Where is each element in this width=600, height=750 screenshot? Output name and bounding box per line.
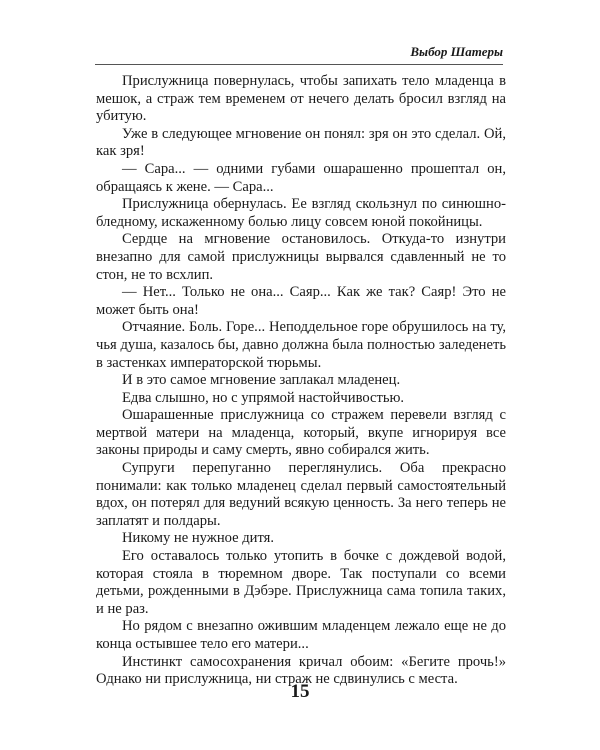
paragraph: Ошарашенные прислужница со стражем перевели взгляд с мертвой матери на младенца, который, вкупе игнорируя все законы природы и саму смерть, явно собирался жить. — [96, 407, 506, 459]
paragraph: Но рядом с внезапно ожившим младенцем лежало еще не до конца остывшее тело его матери... — [96, 618, 506, 652]
paragraph: Прислужница повернулась, чтобы запихать тело младенца в мешок, а страж тем временем от нечего делать бросил взгляд на убитую. — [96, 73, 506, 125]
paragraph: Прислужница обернулась. Ее взгляд скользнул по синюшно-бледному, искаженному болью лицу совсем юной покойницы. — [96, 196, 506, 230]
page-number: 15 — [290, 681, 310, 702]
paragraph: — Сара... — одними губами ошарашенно прошептал он, обращаясь к жене. — Сара... — [96, 160, 506, 195]
paragraph: — Нет... Только не она... Саяр... Как же так? Саяр! Это не может быть она! — [96, 284, 506, 318]
paragraph: Отчаяние. Боль. Горе... Неподдельное горе обрушилось на ту, чья душа, казалось бы, давно должна была полностью заледенеть в застенках императорской тюрьмы. — [96, 319, 506, 371]
paragraph: Никому не нужное дитя. — [122, 530, 275, 547]
body-text — [96, 73, 506, 689]
paragraph: Инстинкт самосохранения кричал обоим: «Бегите прочь!» Однако ни прислужница, ни страж не сдвинулись с места. — [96, 653, 506, 688]
paragraph: Его оставалось только утопить в бочке с дождевой водой, которая стояла в тюремном дворе. Так поступали со всеми детьми, рожденными в Дэбэре. Прислужница сама топила таких, и не раз. — [96, 548, 506, 617]
paragraph: Сердце на мгновение остановилось. Откуда-то изнутри внезапно для самой прислужницы вырвался сдавленный не то стон, не то всхлип. — [96, 231, 506, 283]
paragraph: И в это самое мгновение заплакал младенец. — [122, 372, 401, 389]
running-title: Выбор Шатеры — [410, 44, 503, 59]
paragraph: Едва слышно, но с упрямой настойчивостью. — [122, 389, 405, 406]
running-header — [95, 42, 503, 65]
paragraph: Уже в следующее мгновение он понял: зря он это сделал. Ой, как зря! — [96, 125, 506, 160]
paragraph: Супруги перепуганно переглянулись. Оба прекрасно понимали: как только младенец сделал первый самостоятельный вдох, он потерял для ведуний всякую ценность. За него теперь не заплатят и полдары. — [96, 460, 506, 529]
